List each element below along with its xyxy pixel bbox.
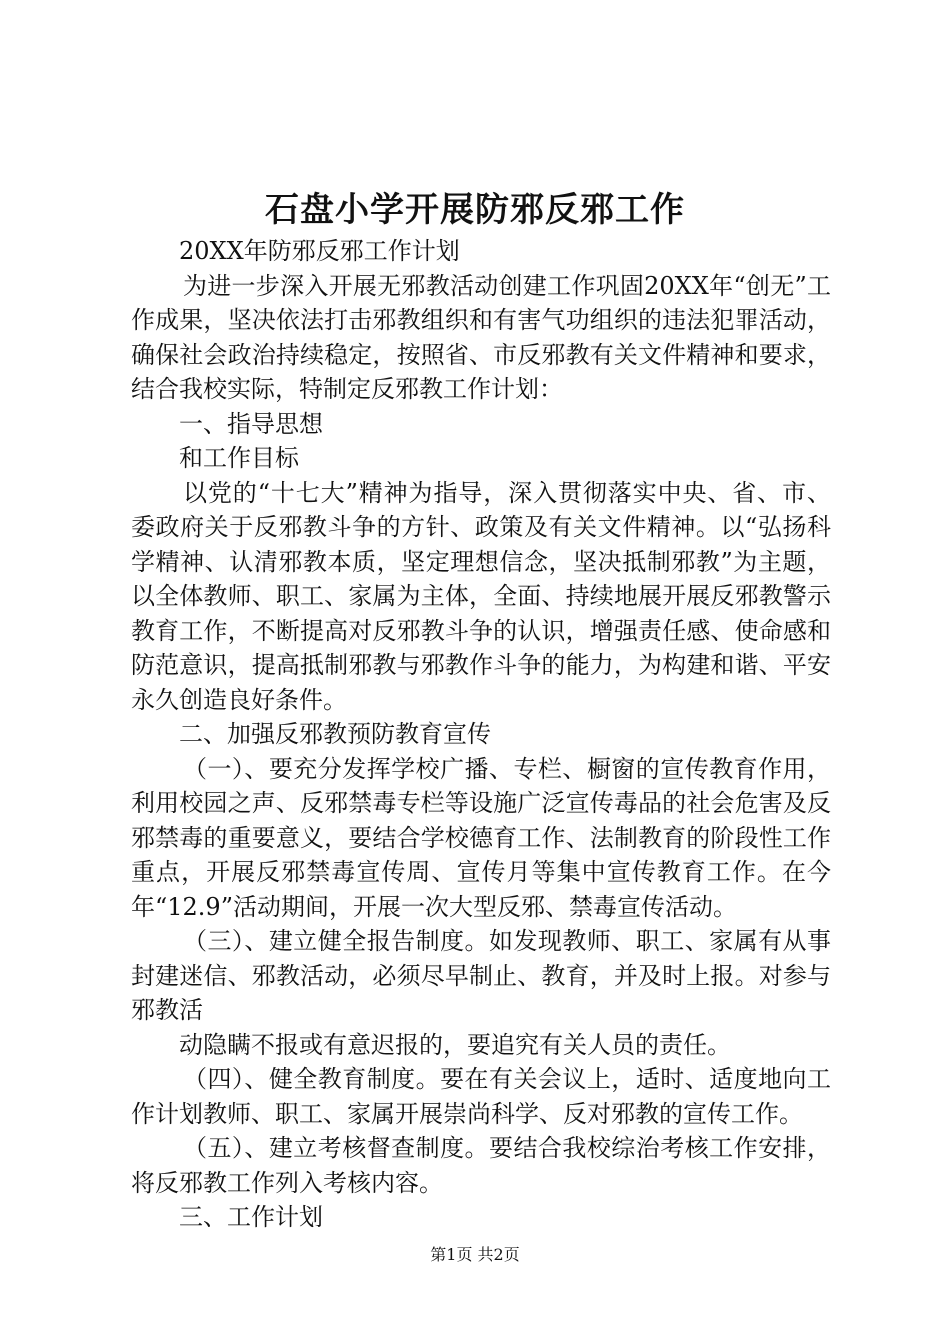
document-title: 石盘小学开展防邪反邪工作 [265, 190, 685, 230]
paragraph-guiding-content: 以党的“十七大”精神为指导，深入贯彻落实中央、省、市、委政府关于反邪教斗争的方针、政策及有关文件精神。以“弘扬科学精神、认清邪教本质，坚定理想信念，坚决抵制邪教”为主题，以全体教师、职工、家属为主体，全面、持续地展开展反邪教警示教育工作，不断提高对反邪教斗争的认识，增强责任感、使命感和防范意识，提高抵制邪教与邪教作斗争的能力，为构建和谐、平安永久创造良好条件。 [131, 478, 831, 714]
paragraph-plan-title: 20XX年防邪反邪工作计划 [179, 237, 460, 265]
paragraph-item-3-continued: 动隐瞒不报或有意迟报的，要追究有关人员的责任。 [179, 1030, 731, 1059]
heading-work-plan: 三、工作计划 [179, 1203, 323, 1231]
paragraph-item-3: （三）、建立健全报告制度。如发现教师、职工、家属有从事封建迷信、邪教活动，必须尽早制止、教育，并及时上报。对参与邪教活 [131, 927, 831, 1024]
heading-education-publicity: 二、加强反邪教预防教育宣传 [179, 720, 491, 748]
paragraph-item-1: （一）、要充分发挥学校广播、专栏、橱窗的宣传教育作用，利用校园之声、反邪禁毒专栏等设施广泛宣传毒品的社会危害及反邪禁毒的重要意义，要结合学校德育工作、法制教育的阶段性工作重点，开展反邪禁毒宣传周、宣传月等集中宣传教育工作。在今年“12.9”活动期间，开展一次大型反邪、禁毒宣传活动。 [131, 754, 831, 921]
document-body [131, 234, 831, 1235]
paragraph-intro: 为进一步深入开展无邪教活动创建工作巩固20XX年“创无”工作成果，坚决依法打击邪教组织和有害气功组织的违法犯罪活动，确保社会政治持续稳定，按照省、市反邪教有关文件精神和要求，结合我校实际，特制定反邪教工作计划： [131, 271, 831, 403]
paragraph-item-5: （五）、建立考核督查制度。要结合我校综治考核工作安排，将反邪教工作列入考核内容。 [131, 1134, 831, 1197]
heading-guiding-thought: 一、指导思想 [179, 409, 323, 438]
paragraph-item-4: （四）、健全教育制度。要在有关会议上，适时、适度地向工作计划教师、职工、家属开展崇尚科学、反对邪教的宣传工作。 [131, 1065, 831, 1128]
page-number-footer: 第1页 共2页 [430, 1245, 520, 1264]
heading-work-goals: 和工作目标 [179, 444, 299, 472]
